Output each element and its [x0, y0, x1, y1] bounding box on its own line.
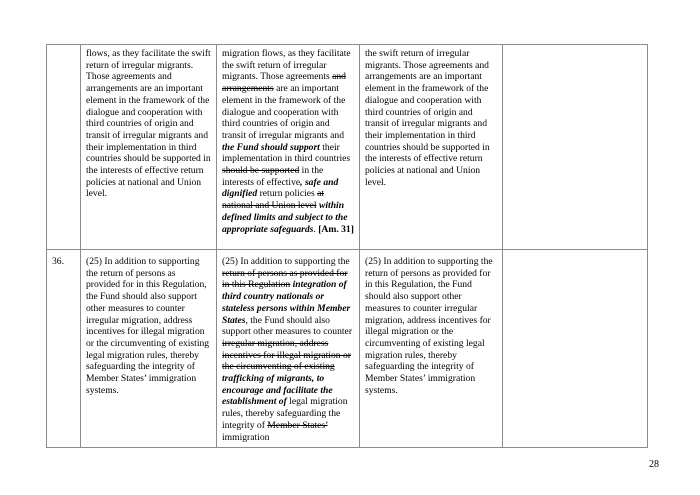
deleted-text: return of persons as provided for in this Regulation	[222, 267, 348, 291]
row-number-cell: 36.	[47, 250, 81, 448]
page-number: 28	[649, 459, 659, 470]
amendment-reference: [Am. 31]	[318, 223, 354, 235]
council-position-cell: (25) In addition to supporting the return of persons as provided for in this Regulation, the Fund should also support other measures to counter irregular migration, address incentives for illegal migration or the circumventing of existing legal migration rules, thereby safeguarding the integrity of Member States’ immigration systems.	[360, 250, 503, 448]
amended-text: integration of third country nationals or stateless persons within Member States	[222, 279, 351, 326]
amended-text: trafficking of migrants, to encourage and facilitate the establishment of	[222, 373, 333, 408]
compromise-text-cell	[503, 250, 648, 448]
council-position-cell: the swift return of irregular migrants. Those agreements and arrangements are an important element in the framework of the dialogue and cooperation with third countries of origin and transit of irregular migrants and their implementation in third countries should be supported in the interests of effective return policies at national and Union level.	[360, 45, 503, 250]
deleted-text: at national and Union level	[222, 188, 325, 212]
amended-text: the Fund should support	[222, 141, 320, 153]
parliament-position-cell: (25) In addition to supporting the return of persons as provided for in this Regulation integration of third country nationals or stateless persons within Member States, the Fund should also support other measures to counter irregular migration, address incentives for illegal migration or the circumventing of existing trafficking of migrants, to encourage and facilitate the establishment of legal migration rules, thereby safeguarding the integrity of Member States’ immigration	[217, 250, 360, 448]
amended-text: within defined limits and subject to the appropriate safeguards	[222, 200, 348, 235]
parliament-position-cell: migration flows, as they facilitate the swift return of irregular migrants. Those agreements and arrangements are an important element in the framework of the dialogue and cooperation with third countries of origin and transit of irregular migrants and the Fund should support their implementation in third countries should be supported in the interests of effective, safe and dignified return policies at national and Union level within defined limits and subject to the appropriate safeguards. [Am. 31]	[217, 45, 360, 250]
commission-proposal-cell: flows, as they facilitate the swift return of irregular migrants. Those agreements and arrangements are an important element in the framework of the dialogue and cooperation with third countries of origin and transit of irregular migrants and their implementation in third countries should be supported in the interests of effective return policies at national and Union level.	[81, 45, 217, 250]
deleted-text: and arrangements	[222, 71, 346, 95]
compromise-text-cell	[503, 45, 648, 250]
row-number-cell	[47, 45, 81, 250]
deleted-text: should be supported	[222, 165, 300, 177]
table-row	[47, 250, 648, 448]
commission-proposal-cell: (25) In addition to supporting the return of persons as provided for in this Regulation, the Fund should also support other measures to counter irregular migration, address incentives for illegal migration or the circumventing of existing legal migration rules, thereby safeguarding the integrity of Member States’ immigration systems.	[81, 250, 217, 448]
table-row	[47, 45, 648, 250]
deleted-text: irregular migration, address incentives for illegal migration or the circumventing of existing	[222, 337, 351, 373]
four-column-comparison-table	[46, 44, 648, 448]
amended-text: , safe and dignified	[222, 176, 339, 200]
deleted-text: Member States’	[267, 419, 328, 431]
